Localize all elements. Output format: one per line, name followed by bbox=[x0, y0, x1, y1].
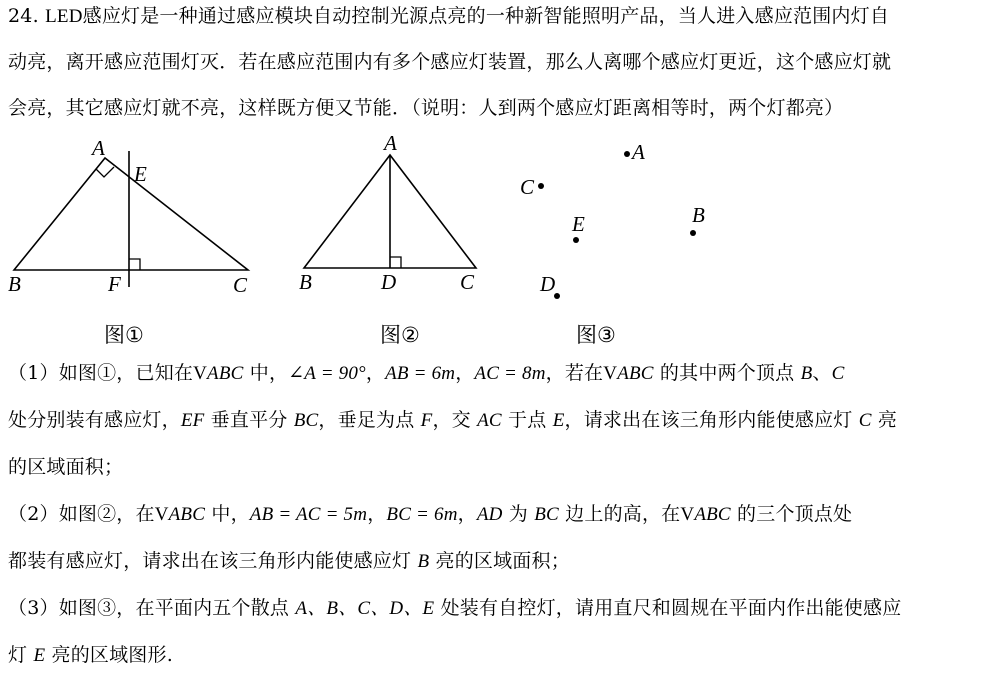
math-abc: ABC bbox=[694, 504, 731, 525]
triangle-symbol: V bbox=[603, 363, 618, 384]
fig3-point-e bbox=[573, 237, 579, 243]
part1-text: 处分别装有感应灯， bbox=[8, 409, 181, 431]
part1-text: ，请求出在该三角形内能使感应灯 bbox=[564, 409, 859, 431]
fig1-triangle bbox=[14, 158, 248, 270]
part1-text: ，若在 bbox=[545, 362, 604, 384]
fig1-label-c: C bbox=[233, 273, 248, 297]
problem-number: 24. bbox=[8, 5, 39, 27]
math-ab-ac: AB = AC = 5m bbox=[249, 504, 368, 525]
math-c: C bbox=[858, 410, 872, 431]
part1-text: 亮 bbox=[871, 409, 898, 431]
part1-text: ，交 bbox=[432, 409, 478, 431]
part1-text: 的其中两个顶点 bbox=[653, 362, 801, 384]
math-ad: AD bbox=[476, 504, 503, 525]
triangle-symbol: V bbox=[154, 504, 169, 525]
fig3-label-d: D bbox=[540, 272, 556, 296]
fig2-right-angle-d bbox=[390, 257, 401, 268]
part2-text: （2）如图②，在 bbox=[8, 503, 155, 525]
triangle-symbol: V bbox=[193, 363, 208, 384]
fig3-point-c bbox=[538, 183, 544, 189]
part1-text: （1）如图①，已知在 bbox=[8, 362, 194, 384]
part1-line-2 bbox=[8, 408, 897, 433]
fig2-label-d: D bbox=[381, 270, 397, 294]
math-ac: AC = 8m bbox=[474, 363, 546, 384]
fig3-label-b: B bbox=[692, 203, 705, 227]
part1-text: ， bbox=[365, 362, 386, 384]
fig1-label-e: E bbox=[134, 162, 147, 186]
fig3-label-c: C bbox=[520, 175, 535, 199]
math-ab: AB = 6m bbox=[385, 363, 456, 384]
part1-text: 于点 bbox=[501, 409, 553, 431]
part1-line-1 bbox=[8, 361, 844, 386]
part1-text: ，垂足为点 bbox=[318, 409, 421, 431]
math-c: C bbox=[831, 363, 845, 384]
part1-text: 、 bbox=[812, 362, 832, 384]
part2-text: 都装有感应灯，请求出在该三角形内能使感应灯 bbox=[8, 550, 418, 572]
fig2-label-a: A bbox=[384, 131, 397, 155]
part2-line-2 bbox=[8, 549, 570, 574]
math-ef: EF bbox=[180, 410, 205, 431]
part3-line-2 bbox=[8, 643, 173, 668]
part1-text: ， bbox=[455, 362, 475, 384]
triangle-symbol: V bbox=[680, 504, 695, 525]
part1-text: 垂直平分 bbox=[204, 409, 294, 431]
fig3-label-e: E bbox=[572, 212, 585, 236]
fig2-caption: 图② bbox=[380, 323, 420, 347]
figure-2 bbox=[304, 155, 476, 268]
math-f: F bbox=[420, 410, 433, 431]
fig3-point-b bbox=[690, 230, 696, 236]
math-bc: BC bbox=[293, 410, 319, 431]
led-term: LED bbox=[45, 6, 83, 27]
fig3-point-a bbox=[624, 151, 630, 157]
math-bc: BC bbox=[534, 504, 559, 525]
part2-line-1 bbox=[8, 502, 852, 527]
intro-line-2: 动亮，离开感应范围灯灭．若在感应范围内有多个感应灯装置，那么人离哪个感应灯更近，这个感应灯就 bbox=[8, 51, 892, 73]
fig3-caption: 图③ bbox=[576, 323, 616, 347]
math-points: A、B、C、D、E bbox=[295, 598, 435, 619]
math-ac: AC bbox=[477, 410, 502, 431]
part2-text: ， bbox=[457, 503, 477, 525]
part2-text: 边上的高，在 bbox=[558, 503, 681, 525]
part2-text: 为 bbox=[502, 503, 535, 525]
part1-line-3: 的区域面积； bbox=[8, 456, 124, 478]
fig1-label-b: B bbox=[8, 272, 21, 296]
fig2-label-b: B bbox=[299, 270, 312, 294]
fig1-right-angle-a bbox=[96, 167, 114, 177]
part3-text: 灯 bbox=[8, 644, 34, 666]
part3-text: （3）如图③，在平面内五个散点 bbox=[8, 597, 296, 619]
part2-text: 的三个顶点处 bbox=[730, 503, 853, 525]
part3-text: 处装有自控灯，请用直尺和圆规在平面内作出能使感应 bbox=[434, 597, 902, 619]
math-e: E bbox=[33, 645, 46, 666]
math-abc: ABC bbox=[617, 363, 654, 384]
part2-text: 中， bbox=[205, 503, 250, 525]
part3-text: 亮的区域图形. bbox=[45, 644, 173, 666]
math-angle-a: ∠A = 90° bbox=[288, 363, 366, 384]
figure-1 bbox=[14, 151, 248, 287]
fig1-label-f: F bbox=[108, 272, 121, 296]
fig1-caption: 图① bbox=[104, 323, 144, 347]
math-b: B bbox=[417, 551, 430, 572]
math-abc: ABC bbox=[207, 363, 244, 384]
part2-text: ， bbox=[367, 503, 387, 525]
intro-text-1: 感应灯是一种通过感应模块自动控制光源点亮的一种新智能照明产品，当人进入感应范围内灯自 bbox=[82, 5, 890, 27]
fig2-label-c: C bbox=[460, 270, 475, 294]
fig3-label-a: A bbox=[632, 140, 645, 164]
intro-line-3: 会亮，其它感应灯就不亮，这样既方便又节能．（说明：人到两个感应灯距离相等时，两个灯都亮） bbox=[8, 97, 844, 119]
math-abc: ABC bbox=[168, 504, 206, 525]
math-bc: BC = 6m bbox=[386, 504, 458, 525]
part2-text: 亮的区域面积； bbox=[429, 550, 570, 572]
math-b: B bbox=[800, 363, 813, 384]
math-e: E bbox=[552, 410, 565, 431]
fig1-label-a: A bbox=[92, 136, 105, 160]
part1-text: 中， bbox=[243, 362, 289, 384]
fig1-right-angle-f bbox=[129, 259, 140, 270]
part3-line-1 bbox=[8, 596, 901, 621]
